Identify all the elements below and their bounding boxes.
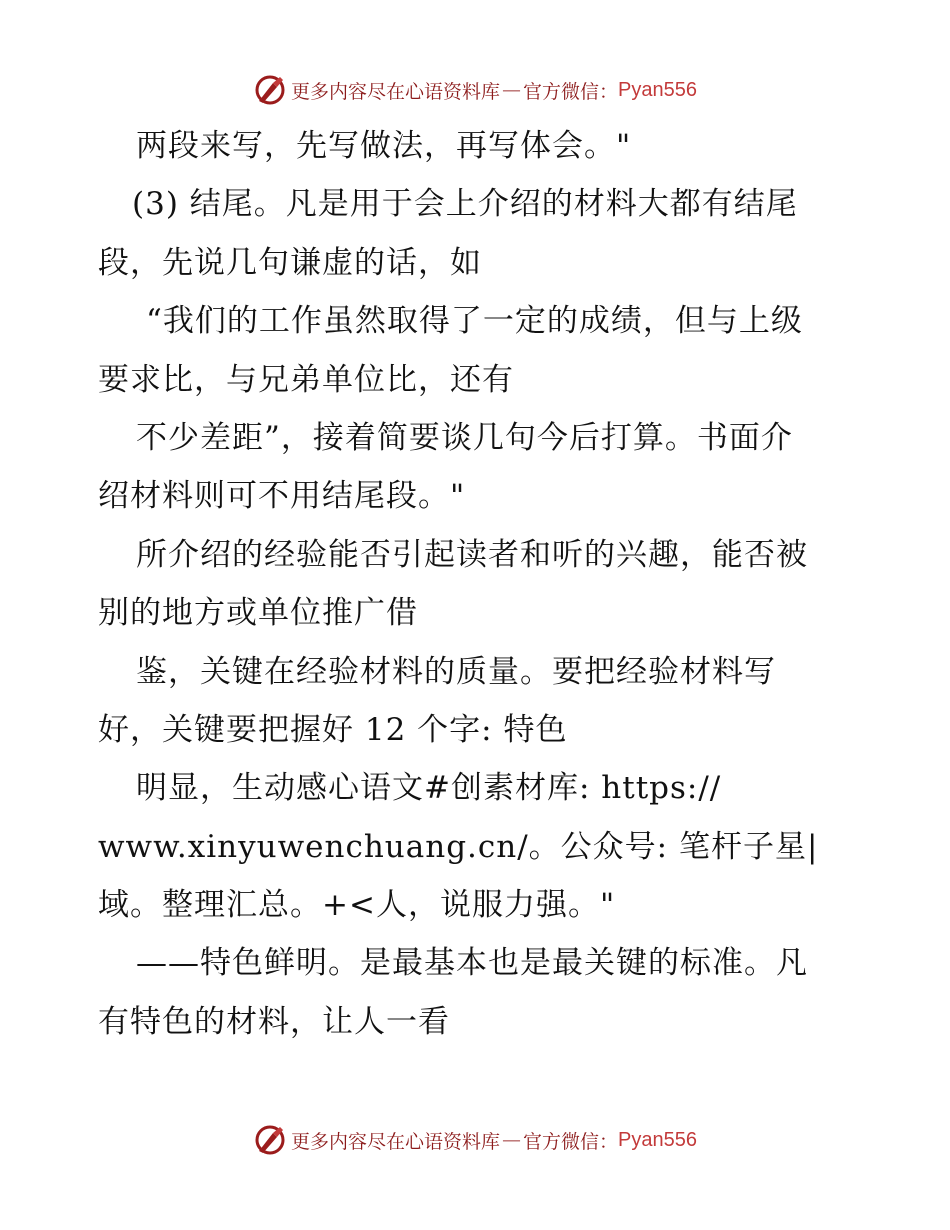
text-line: 所介绍的经验能否引起读者和听的兴趣，能否被 (136, 536, 808, 573)
pen-logo-icon (253, 73, 287, 107)
text-line: 好，关键要把握好 12 个字: 特色 (98, 711, 568, 748)
footer-watermark (0, 1120, 950, 1160)
footer-label: 官方微信： (523, 1130, 619, 1153)
text-line: 有特色的材料，让人一看 (98, 1003, 450, 1040)
text-line: (3) 结尾。凡是用于会上介绍的材料大都有结尾 (132, 186, 798, 223)
text-line: ——特色鲜明。是最基本也是最关键的标准。凡 (136, 945, 808, 982)
text-line: 别的地方或单位推广借 (98, 595, 418, 632)
text-line: www.xinyuwenchuang.cn/。公众号: 笔杆子星| (98, 828, 819, 865)
text-line: 段，先说几句谦虚的话，如 (98, 244, 482, 281)
text-line: 明显，生动感心语文#创素材库: https:// (136, 770, 722, 807)
text-line: 两段来写，先写做法，再写体会。" (136, 128, 632, 164)
header-watermark (0, 70, 950, 110)
text-line: 域。整理汇总。+<人，说服力强。" (98, 887, 616, 924)
text-line: “我们的工作虽然取得了一定的成绩，但与上级 (146, 303, 803, 340)
pen-logo-icon (253, 1123, 287, 1157)
header-label: 官方微信： (523, 80, 619, 103)
footer-text: 更多内容尽在心语资料库 (291, 1130, 501, 1153)
text-line: 要求比，与兄弟单位比，还有 (98, 361, 514, 398)
header-text: 更多内容尽在心语资料库 (291, 80, 501, 103)
footer-separator: — (502, 1129, 522, 1151)
header-handle: Pyan556 (618, 78, 697, 101)
header-separator: — (502, 79, 522, 101)
text-line: 绍材料则可不用结尾段。" (98, 478, 466, 515)
document-body (98, 117, 898, 1051)
text-line: 不少差距”，接着简要谈几句今后打算。书面介 (136, 419, 793, 456)
text-line: 鉴，关键在经验材料的质量。要把经验材料写 (136, 653, 776, 690)
footer-handle: Pyan556 (618, 1128, 697, 1151)
